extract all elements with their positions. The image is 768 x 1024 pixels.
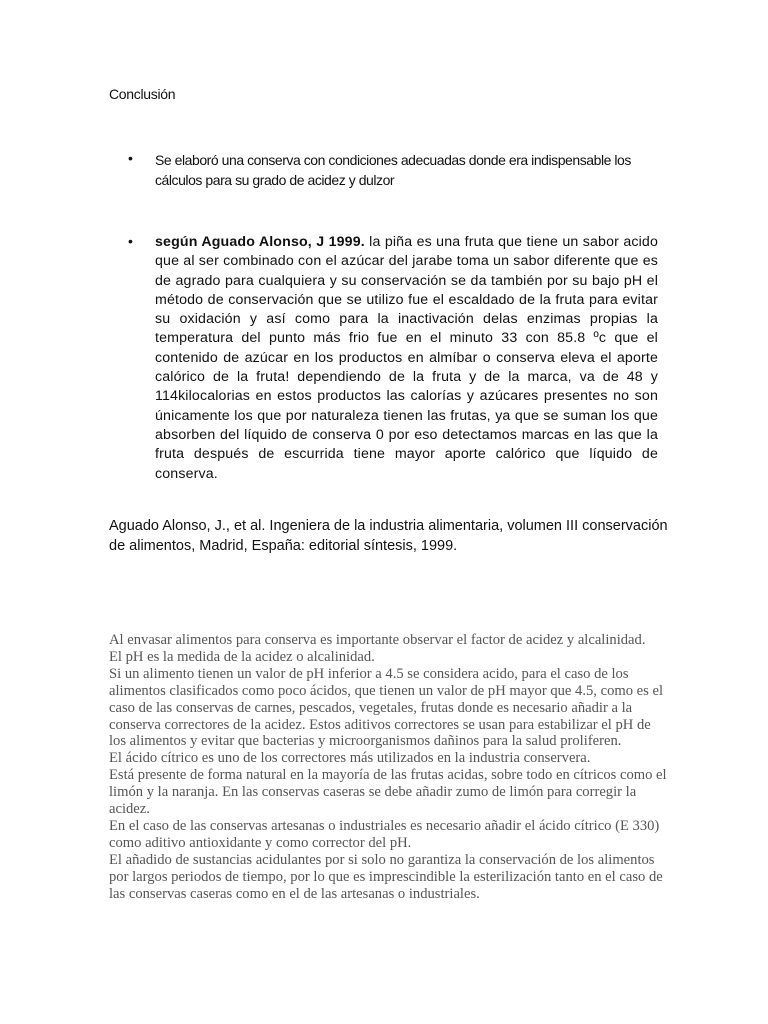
bullet-item-conserva: Se elaboró una conserva con condiciones adecuadas donde era indispensable los cálculos para su grado de acidez y dulzor	[155, 152, 631, 188]
paragraph-line: Si un alimento tienen un valor de pH inferior a 4.5 se considera acido, para el caso de los alimentos clasificados como poco ácidos, que tienen un valor de pH mayor que 4.5, como es el caso de las conservas de carnes, pescados, vegetales, frutas donde es necesario añadir a la conserva correctores de la acidez. Estos aditivos correctores se usan para estabilizar el pH de los alimentos y evitar que bacterias y microorganismos dañinos para la salud proliferen.	[109, 665, 663, 750]
paragraph-line: Al envasar alimentos para conserva es importante observar el factor de acidez y alcalinidad.	[109, 632, 646, 648]
bullet-marker: •	[128, 233, 133, 249]
bullet-marker: •	[128, 150, 133, 166]
paragraph-line: En el caso de las conservas artesanas o industriales es necesario añadir el ácido cítrico (E 330) como aditivo antioxidante y como corrector del pH.	[109, 817, 660, 851]
paragraph-line: El ácido cítrico es uno de los correctores más utilizados en la industria conservera.	[109, 750, 591, 767]
paragraph-line: El añadido de sustancias acidulantes por si solo no garantiza la conservación de los alimentos por largos periodos de tiempo, por lo que es imprescindible la esterilización tanto en el caso de las conservas caseras como en el de las artesanas o industriales.	[109, 851, 663, 902]
bibliographic-reference: Aguado Alonso, J., et al. Ingeniera de la industria alimentaria, volumen III conservación de alimentos, Madrid, España: editorial síntesis, 1999.	[109, 518, 668, 554]
paragraph-line: El pH es la medida de la acidez o alcalinidad.	[109, 648, 375, 665]
bullet-item-aguado-text: la piña es una fruta que tiene un sabor acido que al ser combinado con el azúcar del jarabe toma un sabor diferente que es de agrado para cualquiera y su conservación se da también por su bajo pH el método de conservación que se utilizo fue el escaldado de la fruta para evitar su oxidación y así como para la inactivación delas enzimas propias la temperatura del punto más frio fue en el minuto 33 con 85.8 ºc que el contenido de azúcar en los productos en almíbar o conserva eleva el aporte calórico de la fruta! dependiendo de la fruta y de la marca, va de 48 y 114kilocalorias en estos productos las calorías y azúcares presentes no son únicamente los que por naturaleza tienen las frutas, ya que se suman los que absorben del líquido de conserva 0 por eso detectamos marcas en las que la fruta después de escurrida tiene mayor aporte calórico que líquido de conserva.	[155, 234, 659, 482]
citation-bold: según Aguado Alonso, J 1999.	[155, 234, 365, 250]
bullet-item-aguado	[155, 233, 658, 484]
paragraph-line: Está presente de forma natural en la mayoría de las frutas acidas, sobre todo en cítricos como el limón y la naranja. En las conservas caseras se debe añadir zumo de limón para corregir la acidez.	[109, 767, 667, 818]
acidity-text-block	[109, 632, 669, 903]
page-heading: Conclusión	[109, 86, 176, 102]
